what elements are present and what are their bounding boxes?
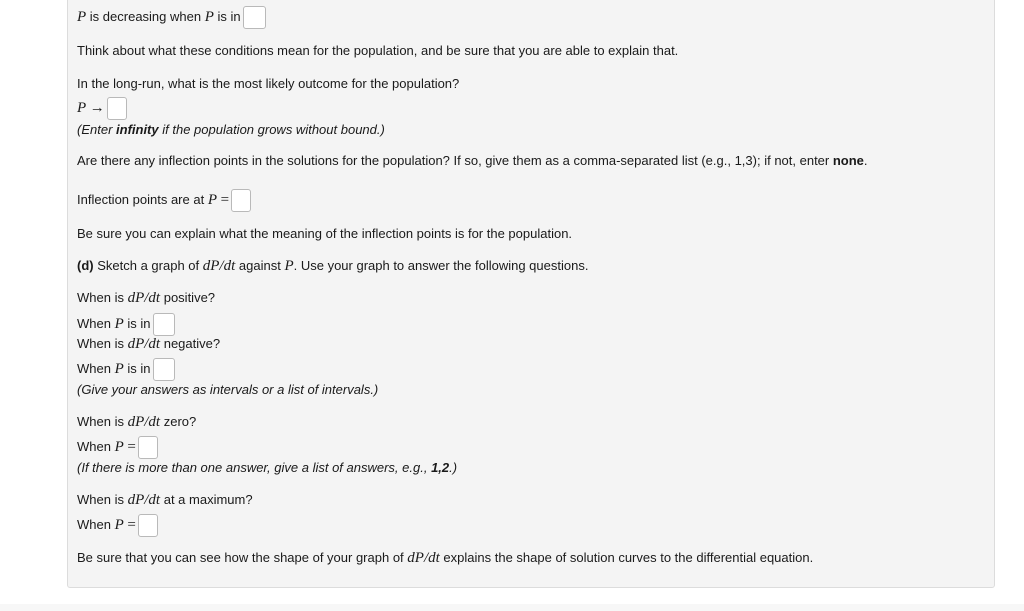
- decreasing-answer-input[interactable]: [243, 6, 266, 29]
- intervals-hint: (Give your answers as intervals or a list of intervals.): [77, 382, 379, 397]
- inflection-answer-line: Inflection points are at P =: [77, 189, 251, 212]
- positive-answer-input[interactable]: [153, 313, 175, 336]
- inflection-explain-text: Be sure you can explain what the meaning of the inflection points is for the population.: [77, 226, 573, 241]
- longrun-hint: (Enter infinity if the population grows without bound.): [77, 122, 385, 137]
- zero-question: When is dP/dt zero?: [77, 414, 197, 430]
- longrun-answer-input[interactable]: [107, 97, 127, 120]
- longrun-question: In the long-run, what is the most likely outcome for the population?: [77, 76, 460, 91]
- positive-answer-line: When P is in: [77, 313, 175, 336]
- decreasing-line: P is decreasing when P is in: [77, 6, 266, 29]
- maximum-answer-input[interactable]: [138, 514, 158, 537]
- multiple-answer-hint: (If there is more than one answer, give a list of answers, e.g., 1,2.): [77, 460, 458, 475]
- longrun-answer-line: P →: [77, 97, 127, 120]
- bottom-strip: [0, 604, 1024, 611]
- negative-question: When is dP/dt negative?: [77, 336, 221, 352]
- negative-answer-input[interactable]: [153, 358, 175, 381]
- maximum-answer-line: When P =: [77, 514, 158, 537]
- positive-question: When is dP/dt positive?: [77, 290, 216, 306]
- final-note: Be sure that you can see how the shape of your graph of dP/dt explains the shape of solution curves to the differential equation.: [77, 550, 814, 566]
- part-d-prompt: (d) Sketch a graph of dP/dt against P. Use your graph to answer the following questions.: [77, 258, 589, 274]
- inflection-question: Are there any inflection points in the solutions for the population? If so, give them as a comma-separated list (e.g., 1,3); if not, enter none.: [77, 153, 868, 168]
- inflection-answer-input[interactable]: [231, 189, 251, 212]
- maximum-question: When is dP/dt at a maximum?: [77, 492, 253, 508]
- zero-answer-input[interactable]: [138, 436, 158, 459]
- negative-answer-line: When P is in: [77, 358, 175, 381]
- zero-answer-line: When P =: [77, 436, 158, 459]
- think-text: Think about what these conditions mean for the population, and be sure that you are able to explain that.: [77, 43, 679, 58]
